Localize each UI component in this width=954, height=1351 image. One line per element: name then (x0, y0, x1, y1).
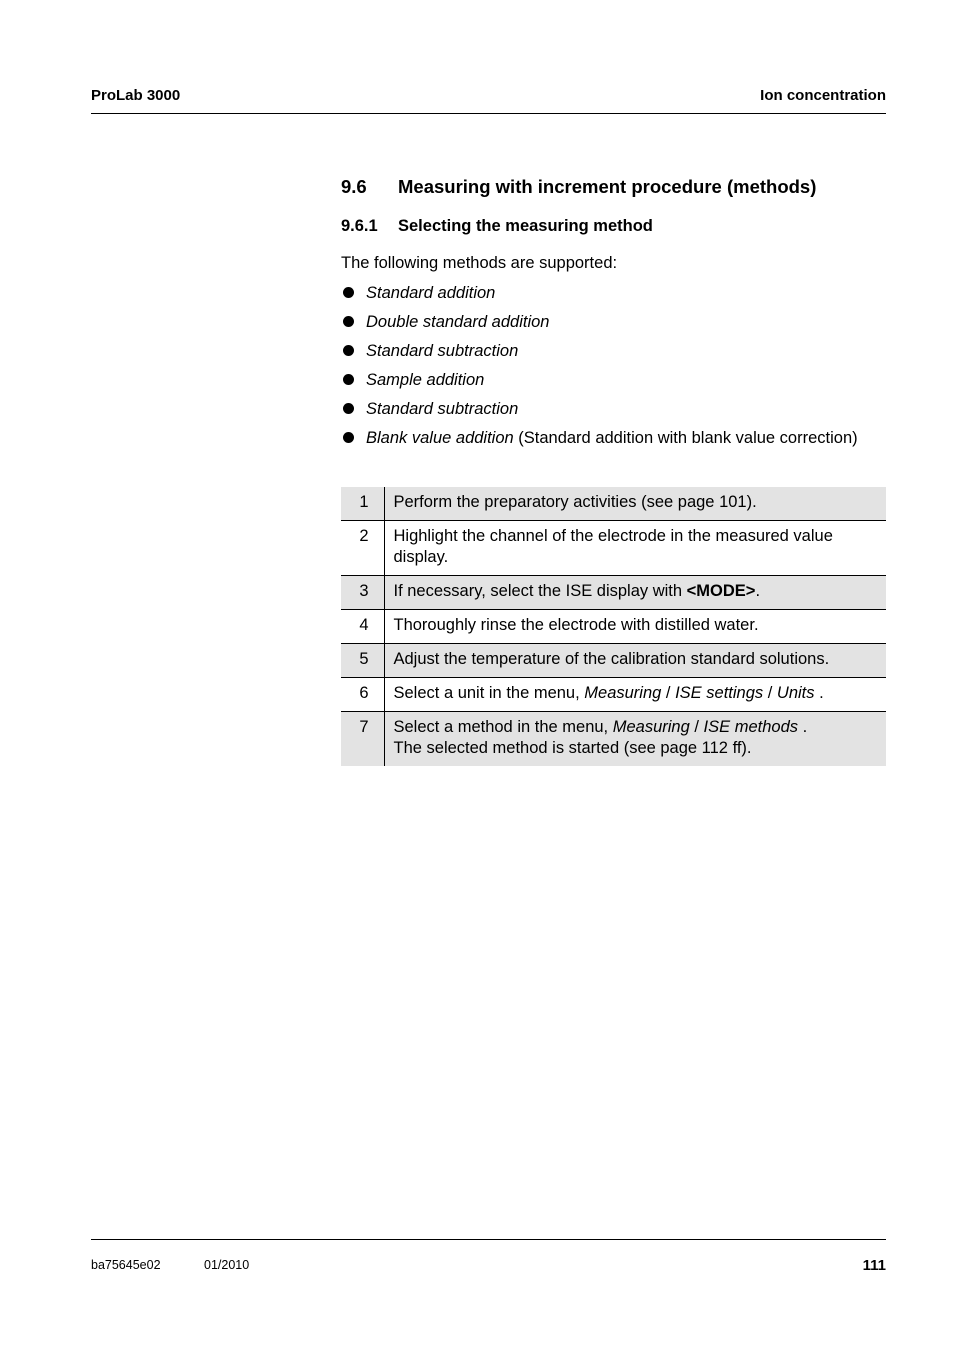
bullet-icon (343, 432, 354, 443)
intro-text: The following methods are supported: (341, 254, 618, 272)
table-row (341, 521, 886, 576)
step-number: 5 (341, 644, 384, 678)
footer-date: 01/2010 (204, 1258, 250, 1272)
step-text (384, 712, 886, 767)
table-row (341, 644, 886, 678)
procedure-table (341, 487, 886, 766)
subsection-number: 9.6.1 (341, 217, 378, 235)
section-title: Measuring with increment procedure (methods) (398, 176, 817, 197)
step-number: 6 (341, 678, 384, 712)
list-item (341, 340, 901, 369)
subsection-heading (341, 217, 653, 236)
section-number: 9.6 (341, 176, 367, 197)
bullet-icon (343, 403, 354, 414)
methods-list (341, 282, 901, 456)
method-name: Double standard addition (366, 313, 550, 331)
method-name: Standard subtraction (366, 342, 519, 360)
header-product: ProLab 3000 (91, 87, 181, 104)
menu-separator: / (763, 684, 777, 702)
step-result-text: The selected method is started (see page 112 ff). (393, 739, 752, 757)
footer-divider (91, 1239, 886, 1240)
step-text (384, 678, 886, 712)
subsection-title: Selecting the measuring method (398, 217, 653, 235)
footer-doc-id: ba75645e02 (91, 1258, 161, 1272)
step-text-part: . (814, 684, 824, 702)
list-item (341, 282, 901, 311)
step-text-part: . (755, 582, 761, 600)
menu-separator: / (661, 684, 676, 702)
method-note: (Standard addition with blank value correction) (513, 429, 858, 447)
step-text-part: . (798, 718, 808, 736)
step-number: 3 (341, 576, 384, 610)
menu-path-measuring: Measuring (612, 718, 690, 736)
list-item (341, 398, 901, 427)
step-number: 7 (341, 712, 384, 767)
list-item (341, 427, 901, 456)
section-heading (341, 176, 816, 198)
page-number: 111 (862, 1257, 886, 1274)
step-text: Highlight the channel of the electrode in the measured value display. (393, 527, 833, 566)
list-item (341, 369, 901, 398)
menu-path-measuring: Measuring (584, 684, 662, 702)
step-text (384, 576, 886, 610)
mode-key: <MODE> (686, 582, 756, 600)
step-text: Perform the preparatory activities (see page 101). (393, 493, 757, 511)
table-row (341, 712, 886, 767)
menu-path-ise-settings: ISE settings (675, 684, 764, 702)
method-name: Blank value addition (366, 429, 514, 447)
step-text: Adjust the temperature of the calibration standard solutions. (393, 650, 830, 668)
step-number: 1 (341, 487, 384, 521)
step-text-part: Select a unit in the menu, (393, 684, 585, 702)
menu-path-units: Units (776, 684, 815, 702)
table-row (341, 610, 886, 644)
table-row (341, 487, 886, 521)
method-name: Standard addition (366, 284, 496, 302)
step-number: 2 (341, 521, 384, 576)
bullet-icon (343, 287, 354, 298)
method-name: Standard subtraction (366, 400, 519, 418)
table-row (341, 678, 886, 712)
header-divider (91, 113, 886, 114)
bullet-icon (343, 345, 354, 356)
bullet-icon (343, 316, 354, 327)
menu-path-ise-methods: ISE methods (703, 718, 798, 736)
step-text-part: If necessary, select the ISE display with (393, 582, 687, 600)
step-text-part: Select a method in the menu, (393, 718, 613, 736)
table-row (341, 576, 886, 610)
menu-separator: / (689, 718, 704, 736)
bullet-icon (343, 374, 354, 385)
step-number: 4 (341, 610, 384, 644)
method-name: Sample addition (366, 371, 485, 389)
step-text: Thoroughly rinse the electrode with distilled water. (393, 616, 759, 634)
list-item (341, 311, 901, 340)
header-chapter: Ion concentration (760, 87, 886, 104)
